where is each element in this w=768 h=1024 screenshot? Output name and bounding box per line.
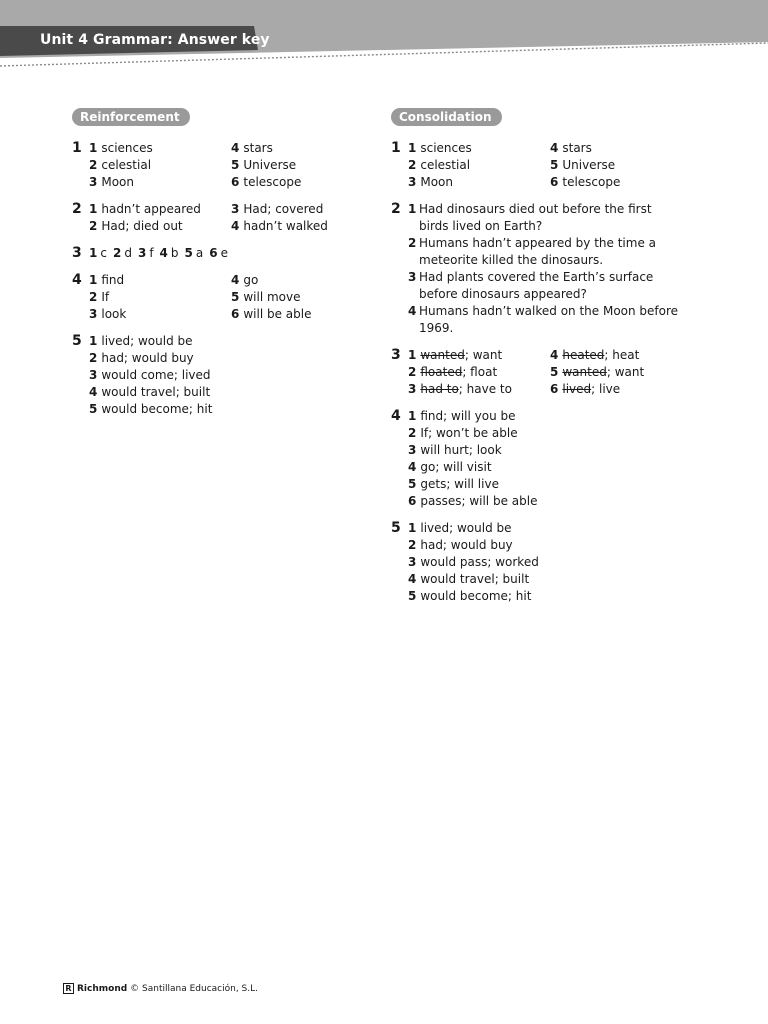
answer-item: 3 Moon <box>408 175 454 189</box>
copyright-text: © Santillana Educación, S.L. <box>130 983 258 994</box>
answer-item: 4 stars <box>231 141 273 155</box>
answer-item: 3 Had plants covered the Earth’s surface before dinosaurs appeared? <box>408 270 654 301</box>
exercise-4 <box>72 272 392 323</box>
answer-list <box>408 201 683 337</box>
exercise-2 <box>72 201 392 235</box>
answer-item: 2 celestial <box>408 158 471 172</box>
answer-item: 1 sciences <box>89 141 153 155</box>
answer-item: 3 had to; have to <box>408 382 512 396</box>
exercise-number: 4 <box>72 272 82 288</box>
exercise-number: 1 <box>72 140 82 156</box>
struck-word: wanted <box>562 365 607 379</box>
answer-grid <box>408 140 711 191</box>
exercise-number: 2 <box>391 201 401 217</box>
exercise-number: 5 <box>72 333 82 349</box>
answer-item: 1 sciences <box>408 141 472 155</box>
answer-item: 6 telescope <box>231 175 302 189</box>
answer-item: 5 will move <box>231 290 301 304</box>
answer-line: 1 c 2 d 3 f 4 b 5 a 6 e <box>89 246 228 260</box>
answer-grid <box>89 201 392 235</box>
answer-item: 4 heated; heat <box>550 348 640 362</box>
answer-item: 1 hadn’t appeared <box>89 202 201 216</box>
answer-item: 5 wanted; want <box>550 365 645 379</box>
answer-item: 4 hadn’t walked <box>231 219 328 233</box>
struck-word: had to <box>420 382 459 396</box>
answer-item: 4 go <box>231 273 259 287</box>
publisher-brand: Richmond <box>77 983 128 994</box>
answer-item: 1 find; will you be <box>408 409 516 423</box>
struck-word: lived <box>562 382 592 396</box>
answer-item: 5 Universe <box>231 158 297 172</box>
exercise-number: 3 <box>391 347 401 363</box>
answer-item: 3 would come; lived <box>89 368 211 382</box>
exercise-5 <box>391 520 711 605</box>
page-title: Unit 4 Grammar: Answer key <box>40 32 270 48</box>
exercise-number: 5 <box>391 520 401 536</box>
answer-list <box>408 520 711 605</box>
answer-item: 2 floated; float <box>408 365 498 379</box>
answer-item: 4 would travel; built <box>89 385 211 399</box>
struck-word: heated <box>562 348 605 362</box>
answer-item: 2 If; won’t be able <box>408 426 518 440</box>
answer-item: 2 had; would buy <box>89 351 194 365</box>
answer-item: 5 Universe <box>550 158 616 172</box>
exercise-number: 3 <box>72 245 82 261</box>
answer-list <box>89 333 392 418</box>
answer-item: 1 lived; would be <box>89 334 193 348</box>
answer-item: 4 Humans hadn’t walked on the Moon before 1969. <box>408 304 679 335</box>
answer-item: 1 wanted; want <box>408 348 503 362</box>
answer-item: 4 would travel; built <box>408 572 530 586</box>
answer-item: 5 would become; hit <box>408 589 532 603</box>
reinforcement-column <box>72 106 392 428</box>
consolidation-column <box>391 106 711 615</box>
footer <box>63 983 258 994</box>
answer-item: 2 had; would buy <box>408 538 513 552</box>
answer-item: 6 will be able <box>231 307 312 321</box>
answer-item: 3 would pass; worked <box>408 555 539 569</box>
answer-grid <box>89 272 392 323</box>
answer-item: 5 gets; will live <box>408 477 499 491</box>
consolidation-label: Consolidation <box>391 108 502 126</box>
answer-item: 2 Humans hadn’t appeared by the time a meteorite killed the dinosaurs. <box>408 236 656 267</box>
exercise-1 <box>391 140 711 191</box>
answer-item: 3 will hurt; look <box>408 443 502 457</box>
answer-item: 1 Had dinosaurs died out before the first birds lived on Earth? <box>408 202 652 233</box>
answer-item: 1 lived; would be <box>408 521 512 535</box>
exercise-5 <box>72 333 392 418</box>
exercise-number: 4 <box>391 408 401 424</box>
exercise-4 <box>391 408 711 510</box>
exercise-1 <box>72 140 392 191</box>
answer-item: 3 Had; covered <box>231 202 324 216</box>
answer-item: 2 celestial <box>89 158 152 172</box>
answer-item: 4 go; will visit <box>408 460 492 474</box>
struck-word: wanted <box>420 348 465 362</box>
reinforcement-label: Reinforcement <box>72 108 190 126</box>
struck-word: floated <box>420 365 463 379</box>
richmond-logo-icon: R <box>63 983 74 994</box>
exercise-3 <box>72 245 392 262</box>
answer-item: 5 would become; hit <box>89 402 213 416</box>
answer-item: 1 find <box>89 273 125 287</box>
answer-grid <box>408 347 711 398</box>
exercise-number: 2 <box>72 201 82 217</box>
answer-item: 3 Moon <box>89 175 135 189</box>
answer-item: 6 lived; live <box>550 382 621 396</box>
answer-item: 6 telescope <box>550 175 621 189</box>
answer-item: 3 look <box>89 307 127 321</box>
answer-list <box>408 408 711 510</box>
exercise-number: 1 <box>391 140 401 156</box>
exercise-2 <box>391 201 711 337</box>
exercise-3 <box>391 347 711 398</box>
answer-item: 2 If <box>89 290 110 304</box>
answer-grid <box>89 140 392 191</box>
answer-item: 4 stars <box>550 141 592 155</box>
answer-item: 6 passes; will be able <box>408 494 538 508</box>
answer-item: 2 Had; died out <box>89 219 183 233</box>
